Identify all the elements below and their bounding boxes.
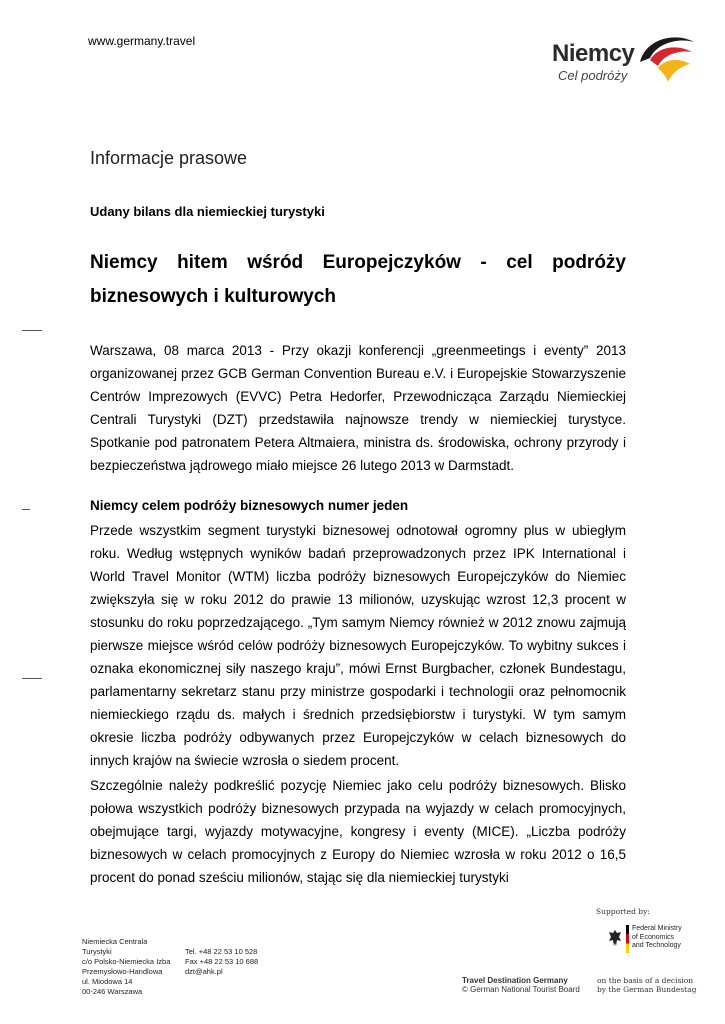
fold-mark [22, 678, 42, 679]
logo-tagline: Cel podróży [558, 68, 628, 83]
federal-eagle-icon [608, 929, 622, 947]
tdg-subtitle: © German National Tourist Board [462, 985, 580, 994]
bundestag-decision: on the basis of a decision by the German Bundestag [597, 976, 697, 994]
tdg-branding [462, 976, 580, 994]
ministry-logo [608, 925, 688, 955]
swoosh-logo-icon [636, 32, 698, 92]
fold-mark [22, 330, 42, 331]
paragraph-intro: Warszawa, 08 marca 2013 - Przy okazji konferencji „greenmeetings i eventy” 2013 organizowanej przez GCB German Convention Bureau e.V. i Europejskie Stowarzyszenie Centrów Imprezowych (EVVC) Petra Hedorfer, Przewodnicząca Zarządu Niemieckiej Centrali Turystyki (DZT) przedstawiła najnowsze trendy w niemieckiej turystyce. Spotkanie pod patronatem Petera Altmaiera, ministra ds. środowiska, ochrony przyrody i bezpieczeństwa jądrowego miało miejsce 26 lutego 2013 w Darmstadt. [90, 343, 626, 473]
paragraph-mice: Szczególnie należy podkreślić pozycję Niemiec jako celu podróży biznesowych. Blisko połowa wszystkich podróży biznesowych przypada na wyjazdy w celach promocyjnych, obejmujące targi, wyjazdy motywacyjne, kongresy i eventy (MICE). „Liczba podróży biznesowych w celach promocyjnych z Europy do Niemiec wzrosła w roku 2012 o 16,5 procent do ponad sześciu milionów, stając się dla niemieckiej turystyki [90, 778, 626, 885]
brand-logo [548, 32, 698, 92]
footer-contact: Tel. +48 22 53 10 528 Fax +48 22 53 10 688 dzt@ahk.pl [185, 947, 259, 976]
website-url: www.germany.travel [88, 34, 196, 48]
supported-by-label: Supported by: [596, 907, 650, 916]
section-heading: Niemcy celem podróży biznesowych numer jeden [90, 498, 409, 513]
german-flag-icon [626, 925, 629, 953]
hole-mark [22, 509, 30, 510]
logo-wordmark: Niemcy [552, 40, 635, 67]
ministry-name: Federal Ministry of Economics and Technology [632, 925, 682, 949]
section-label: Informacje prasowe [90, 148, 248, 168]
paragraph-business: Przede wszystkim segment turystyki biznesowej odnotował ogromny plus w ubiegłym roku. Według wstępnych wyników badań przeprowadzonych przez IPK International i World Travel Monitor (WTM) liczba podróży biznesowych Europejczyków do Niemiec zwiększyła się w roku 2012 do prawie 13 milionów, uzyskując wzrost 12,3 procent w stosunku do roku poprzedzającego. „Tym samym Niemcy również w 2012 znowu zajmują pierwsze miejsce wśród celów podróży biznesowych Europejczyków. To wybitny sukces i oznaka ekonomicznej siły naszego kraju”, mówi Ernst Burgbacher, członek Bundestagu, parlamentarny sekretarz stanu przy ministrze gospodarki i technologii oraz pełnomocnik niemieckiego rządu ds. małych i średnich przedsiębiorstw i turystyki. W tym samym okresie liczba podróży odbywanych przez Europejczyków w celach biznesowych do innych krajów na świecie wzrosła o siedem procent. [90, 523, 626, 768]
tdg-title: Travel Destination Germany [462, 976, 568, 985]
subheadline: Udany bilans dla niemieckiej turystyki [90, 204, 325, 219]
page-title: Niemcy hitem wśród Europejczyków - cel podróży biznesowych i kulturowych [90, 252, 626, 307]
footer-address: Niemiecka Centrala Turystyki c/o Polsko-Niemiecka Izba Przemysłowo-Handlowa ul. Miodowa 14 00-246 Warszawa [82, 937, 171, 996]
